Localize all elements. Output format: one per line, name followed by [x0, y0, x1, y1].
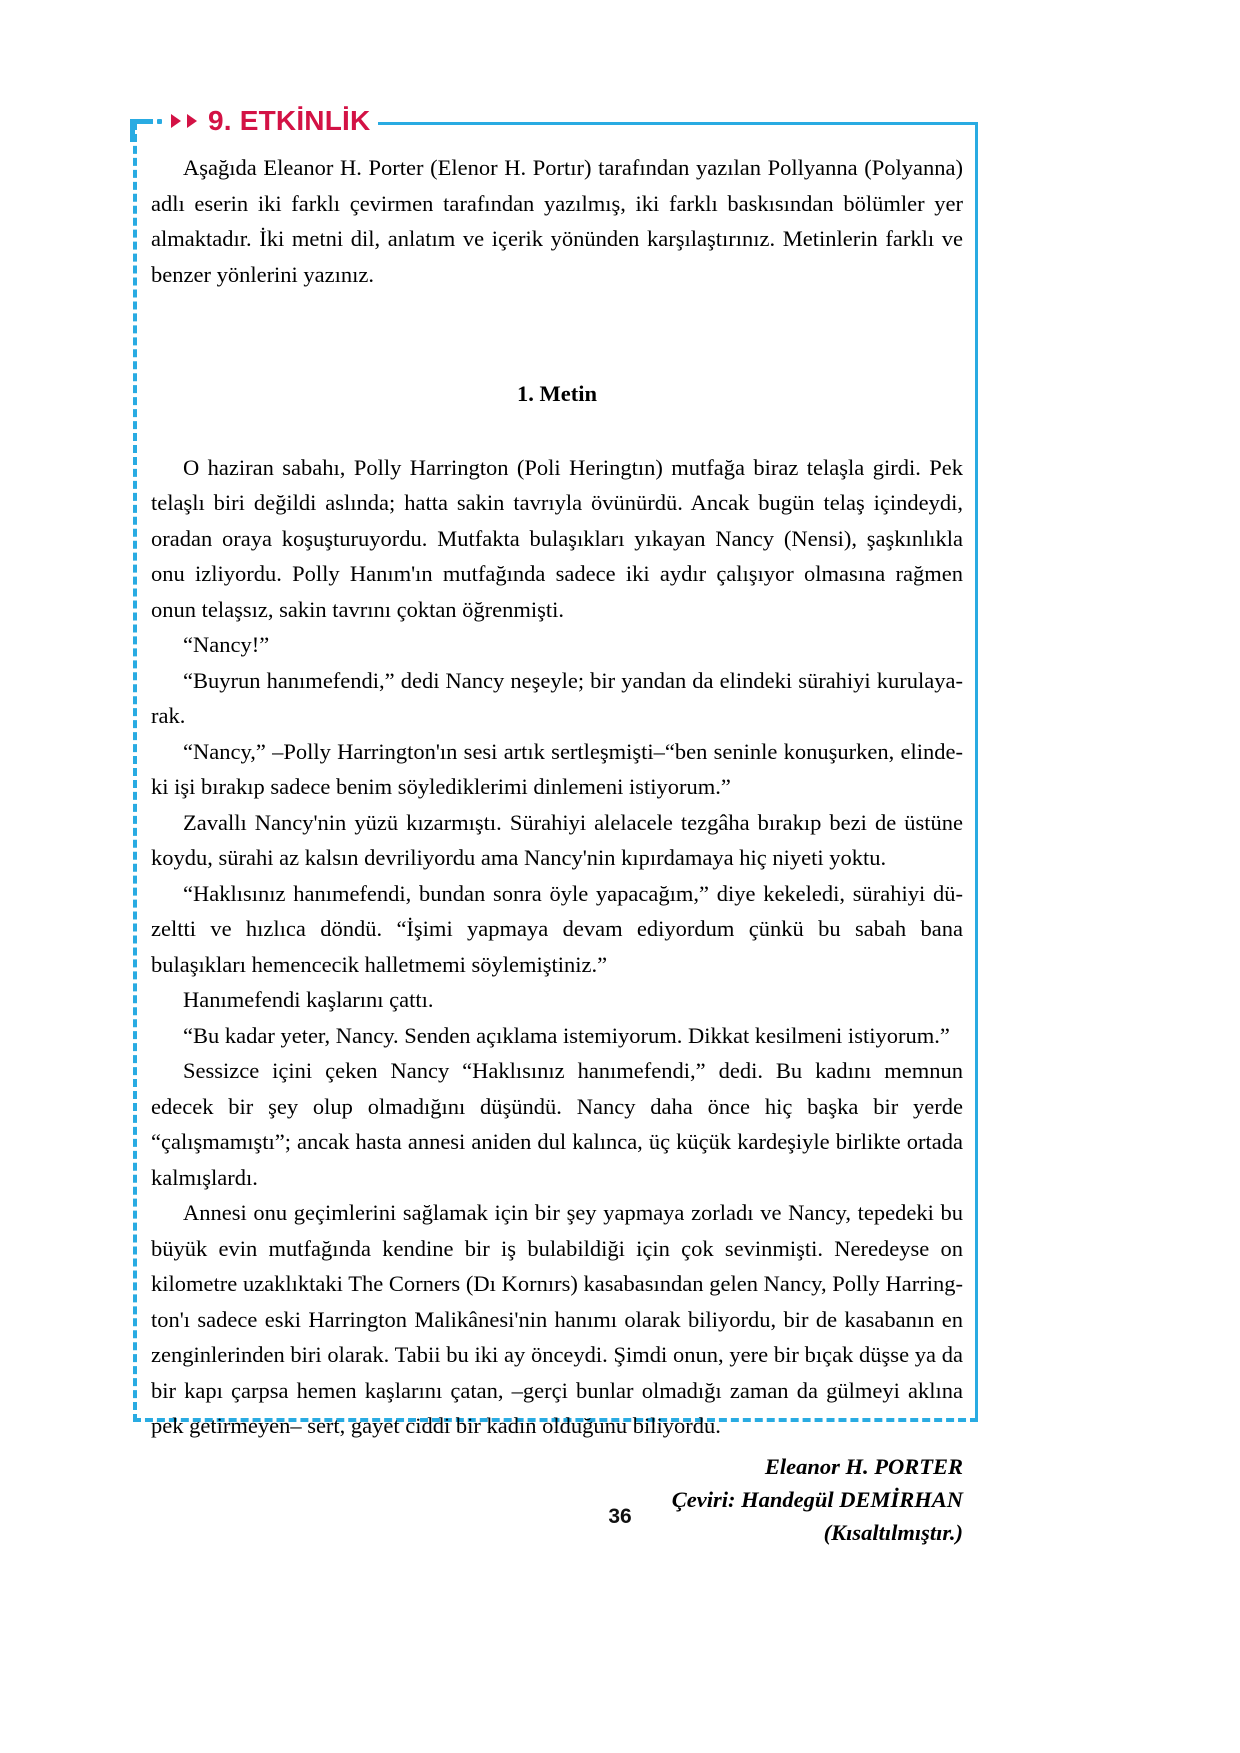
arrow-right-icon [185, 113, 199, 129]
story-paragraph: “Bu kadar yeter, Nancy. Senden açıklama istemiyorum. Dikkat kesilmeni istiyorum.” [183, 1022, 950, 1048]
activity-title: 9. ETKİNLİK [208, 105, 371, 136]
arrow-right-icon [169, 113, 183, 129]
story-paragraph: Zavallı Nancy'nin yüzü kızarmıştı. Sürahiyi alelacele tezgâha bırakıp bezi de üstüne koydu, sürahi az kalsın devriliyordu ama Nancy'nin kıpırdamaya hiç niyeti yoktu. [151, 809, 963, 870]
story-paragraph: “Buyrun hanımefendi,” dedi Nancy neşeyle; bir yandan da elindeki sürahiyi kurulaya-rak. [151, 667, 963, 728]
activity-header [153, 98, 378, 144]
double-arrow-icon-group [169, 113, 199, 129]
story-paragraph: O haziran sabahı, Polly Harrington (Poli Heringtın) mutfağa biraz telaşla girdi. Pek telaşlı biri değildi aslında; hatta sakin tavrıyla övünürdü. Ancak bugün telaş içindeydi, oradan oraya koşuşturuyordu. Mutfakta bulaşıkları yıkayan Nancy (Nensi), şaşkınlıkla onu izliyordu. Polly Hanım'ın mutfağında sadece iki aydır çalışıyor olmasına rağmen onun telaşsız, sakin tavrını çoktan öğrenmişti. [151, 454, 963, 622]
story-paragraph: Sessizce içini çeken Nancy “Haklısınız hanımefendi,” dedi. Bu kadını memnun edecek bir şey olup olmadığını düşündü. Nancy daha önce hiç başka bir yerde “çalışmamıştı”; ancak hasta annesi aniden dul kalınca, üç küçük kardeşiyle birlikte ortada kalmışlardı. [151, 1058, 963, 1190]
attribution-translator: Çeviri: Handegül DEMİRHAN [671, 1486, 963, 1512]
attribution-note: (Kısaltılmıştır.) [823, 1519, 963, 1545]
intro-paragraph: Aşağıda Eleanor H. Porter (Elenor H. Portır) tarafından yazılan Pollyanna (Polyanna) adlı eserin iki farklı çevirmen tarafından yazılmış, iki farklı baskısından bölümler yer almaktadır. İki metni dil, anlatım ve içerik yönünden karşılaştırınız. Metinlerin farklı ve benzer yönlerini yazınız. [151, 155, 963, 287]
frame-left-dashed-border [133, 122, 137, 1422]
frame-right-border [975, 122, 978, 1422]
spacer [151, 412, 963, 450]
attribution-block [151, 1450, 963, 1549]
frame-corner-bracket [130, 119, 153, 142]
story-paragraph: Hanımefendi kaşlarını çattı. [183, 987, 434, 1012]
story-paragraph: “Nancy!” [183, 632, 270, 657]
story-paragraph: Annesi onu geçimlerini sağlamak için bir şey yapmaya zorladı ve Nancy, tepedeki bu büyük evin mutfağında kendine bir iş bulabildiği için çok sevinmişti. Neredeyse on kilometre uzaklıktaki The Corners (Dı Kornırs) kasabasından gelen Nancy, Polly Harring-ton'ı sadece eski Harrington Malikânesi'nin hanımı olarak biliyordu, bir de kasabanın en zenginlerinden biri olarak. Tabii bu iki ay önceydi. Şimdi onun, yere bir bıçak düşse ya da bir kapı çarpsa hemen kaşlarını çatan, –gerçi bunlar olmadığı zaman da gülmeyi aklına pek getirmeyen– sert, gayet ciddi bir kadın olduğunu biliyordu. [151, 1200, 963, 1438]
page-number: 36 [608, 1505, 632, 1528]
spacer [151, 292, 963, 376]
attribution-author: Eleanor H. PORTER [764, 1453, 963, 1479]
square-dot-icon [157, 119, 162, 124]
activity-content [151, 150, 963, 1549]
frame-top-border [373, 122, 978, 125]
story-paragraph: “Haklısınız hanımefendi, bundan sonra öyle yapacağım,” diye kekeledi, sürahiyi dü-zeltti ve hızlıca döndü. “İşimi yapmaya devam ediyordum çünkü bu sabah bana bulaşıkları hemencecik halletmemi söylemiştiniz.” [151, 880, 963, 977]
section-heading-metin-1: 1. Metin [517, 381, 597, 406]
story-paragraph: “Nancy,” –Polly Harrington'ın sesi artık sertleşmişti–“ben seninle konuşurken, elinde-ki işi bırakıp sadece benim söylediklerimi dinlemeni istiyorum.” [151, 738, 963, 799]
